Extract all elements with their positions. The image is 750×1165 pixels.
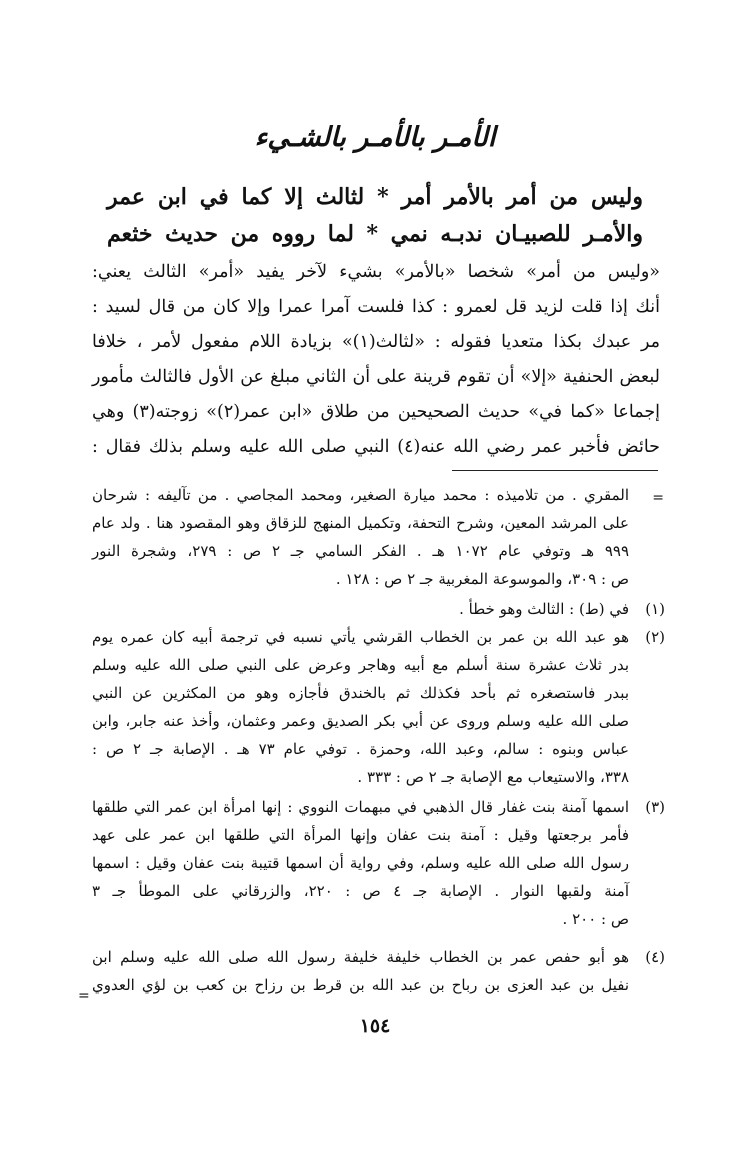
verse-line-1: وليس من أمر بالأمر أمر * لثالث إلا كما في ابن عمر — [107, 184, 643, 210]
footnote-marker: (٢) — [645, 628, 665, 646]
footnote-line: بدر ثلاث عشرة سنة أسلم مع أبيه وهاجر وعرض على النبي صلى الله عليه وسلم — [92, 656, 629, 674]
footnote-marker: (٣) — [645, 798, 665, 816]
footnote-marker: (١) — [645, 600, 665, 618]
footnote-line: فأمر برجعتها وقيل : آمنة بنت عفان وإنها المرأة التي طلقها ابن عمر على عهد — [92, 826, 629, 844]
footnote-line: صلى الله عليه وسلم وروى عن أبي بكر الصديق وعمر وعثمان، وأخذ عنه جابر، وابن — [92, 712, 629, 730]
footnote-line: ص : ٢٠٠ . — [562, 910, 629, 928]
footnote-separator — [452, 470, 658, 471]
footnote-line: في (ط) : الثالث وهو خطأ . — [459, 600, 629, 618]
body-line: أنك إذا قلت لزيد قل لعمرو : كذا فلست آمرا عمرا وإلا كان من قال لسيد : — [92, 297, 660, 317]
footnote-line: ص : ٣٠٩، والموسوعة المغربية جـ ٢ ص : ١٢٨ . — [335, 570, 629, 588]
footnote-line: هو عبد الله بن عمر بن الخطاب القرشي يأتي نسبه في ترجمة أبيه كان عمره يوم — [92, 628, 629, 646]
body-line: إجماعا «كما في» حديث الصحيحين من طلاق «ابن عمر(٢)» زوجته(٣) وهي — [92, 402, 661, 422]
body-line: لبعض الحنفية «إلا» أن تقوم قرينة على أن الثاني مبلغ عن الأول فالثالث مأمور — [92, 367, 660, 387]
footnote-line: رسول الله صلى الله عليه وسلم، وفي رواية أن اسمها قتيبة بنت عفان وقيل : اسمها — [92, 854, 629, 872]
footnote-line: آمنة ولقبها النوار . الإصابة جـ ٤ ص : ٢٢٠، والزرقاني على الموطأ جـ ٣ — [92, 882, 629, 900]
footnote-line: المقري . من تلاميذه : محمد ميارة الصغير، ومحمد المجاصي . من تآليفه : شرحان — [92, 486, 629, 504]
page-number: ١٥٤ — [359, 1015, 391, 1037]
footnote-line: على المرشد المعين، وشرح التحفة، وتكميل المنهج للزقاق وهو المقصود هنا . ولد عام — [92, 514, 629, 532]
body-line: حائض فأخبر عمر رضي الله عنه(٤) النبي صلى الله عليه وسلم بذلك فقال : — [92, 437, 661, 457]
end-continuation-marker: = — [78, 988, 90, 1004]
footnote-line: ببدر فاستصغره ثم بأحد فكذلك ثم بالخندق فأجازه وهو من المكثرين عن النبي — [92, 684, 629, 702]
section-heading: الأمـر بالأمـر بالشـيء — [254, 122, 496, 153]
verse-line-2: والأمـر للصبيـان ندبـه نمي * لما رووه من حديث خثعم — [107, 221, 643, 247]
footnote-line: ٩٩٩ هـ وتوفي عام ١٠٧٢ هـ . الفكر السامي جـ ٢ ص : ٢٧٩، وشجرة النور — [92, 542, 629, 560]
footnote-marker: (٤) — [645, 948, 665, 966]
body-line: «وليس من أمر» شخصا «بالأمر» بشيء لآخر يفيد «أمر» الثالث يعني: — [92, 262, 660, 282]
continuation-marker: = — [652, 490, 664, 506]
footnote-line: اسمها آمنة بنت غفار قال الذهبي في مبهمات النووي : إنها امرأة ابن عمر التي طلقها — [92, 798, 629, 816]
footnote-line: عباس وبنوه : سالم، وعبد الله، وحمزة . توفي عام ٧٣ هـ . الإصابة جـ ٢ ص : — [92, 740, 629, 758]
footnote-line: هو أبو حفص عمر بن الخطاب خليفة خليفة رسول الله صلى الله عليه وسلم ابن — [92, 948, 629, 966]
footnote-line: نفيل بن عبد العزى بن رباح بن عبد الله بن قرط بن رزاح بن كعب بن لؤي العدوي — [92, 976, 629, 994]
body-line: مر عبدك بكذا متعديا فقوله : «لثالث(١)» بزيادة اللام مفعول لأمر ، خلافا — [92, 332, 660, 352]
footnote-line: ٣٣٨، والاستيعاب مع الإصابة جـ ٢ ص : ٣٣٣ . — [357, 768, 629, 786]
